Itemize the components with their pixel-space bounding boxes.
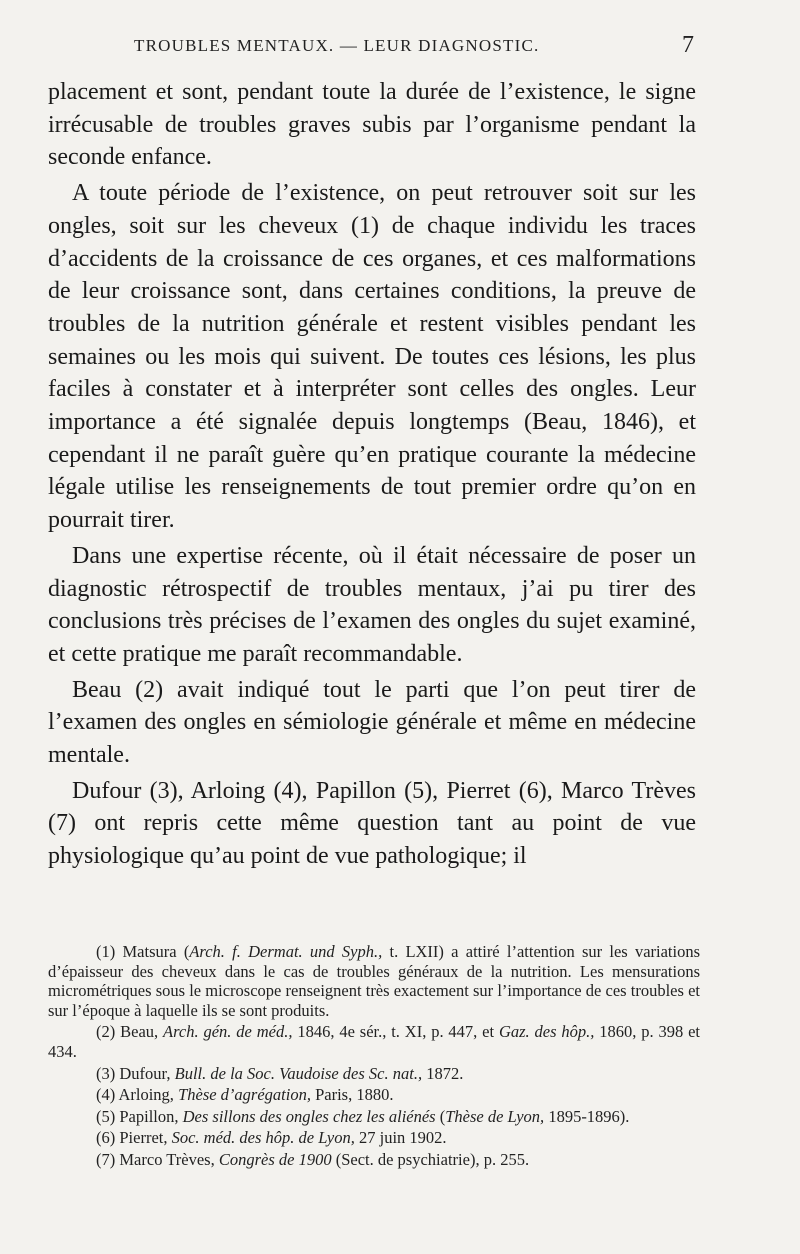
footnote-number: (4) [96, 1085, 116, 1105]
footnote-rest: 1895-1896). [544, 1106, 630, 1126]
footnotes [48, 942, 700, 1172]
footnote-4 [48, 1085, 700, 1105]
footnote-number: (3) [96, 1063, 116, 1083]
paragraph: Dans une expertise récente, où il était nécessaire de poser un diagnostic rétrospectif de troubles mentaux, j’ai pu tirer des conclusions très précises de l’examen des ongles du sujet examiné, et cette pratique me paraît recommandable. [48, 542, 696, 667]
footnote-author: Pierret, [119, 1128, 168, 1148]
footnote-author: Marco Trèves, [119, 1149, 215, 1169]
footnote-number: (1) [96, 942, 116, 961]
footnote-author: Matsura [122, 942, 177, 961]
footnote-author: Dufour, [119, 1063, 171, 1083]
footnote-rest: 27 juin 1902. [354, 1128, 447, 1148]
footnote-3 [48, 1064, 700, 1084]
footnote-1 [48, 942, 700, 1020]
footnote-2 [48, 1022, 700, 1061]
page-number: 7 [682, 32, 694, 58]
footnote-rest: 1860, p. 398 et 434. [48, 1022, 701, 1061]
footnote-source: Soc. méd. des hôp. de Lyon, [171, 1128, 355, 1148]
footnote-source: Thèse de Lyon, [445, 1106, 545, 1126]
paragraph: Beau (2) avait indiqué tout le parti que l’on peut tirer de l’examen des ongles en sémiologie générale et même en médecine mentale. [48, 676, 696, 769]
footnote-author: Arloing, [118, 1085, 174, 1105]
footnote-rest: 1872. [422, 1063, 464, 1083]
footnote-rest: Paris, 1880. [310, 1085, 394, 1105]
footnote-number: (7) [96, 1149, 116, 1169]
footnote-source: Thèse d’agrégation, [178, 1085, 311, 1105]
footnote-source: Gaz. des hôp., [498, 1022, 595, 1042]
footnote-rest: t. LXII) a attiré l’attention sur les variations d’épaisseur des cheveux dans le cas de troubles généraux de la nutrition. Les mensurations micrométriques sous le microscope renseignent très exactement sur l’importance de ces troubles et sur l’époque à laquelle ils se sont produits. [48, 942, 701, 1020]
body-text [48, 76, 696, 876]
paragraph: A toute période de l’existence, on peut retrouver soit sur les ongles, soit sur les cheveux (1) de chaque individu les traces d’accidents de la croissance de ces organes, et ces malformations de leur croissance sont, dans certaines conditions, la preuve de troubles de la nutrition générale et restent visibles pendant les semaines ou les mois qui suivent. De toutes ces lésions, les plus faciles à constater et à interpréter sont celles des ongles. Leur importance a été signalée depuis longtemps (Beau, 1846), et cependant il ne paraît guère qu’en pratique courante la médecine légale utilise les renseignements de tout premier ordre qu’on en pourrait tirer. [48, 180, 696, 534]
footnote-5 [48, 1107, 700, 1127]
footnote-number: (2) [96, 1022, 116, 1042]
footnote-author: Papillon, [119, 1106, 179, 1126]
footnote-7 [48, 1150, 700, 1170]
footnote-6 [48, 1128, 700, 1148]
footnote-source: Congrès de 1900 [218, 1149, 332, 1169]
footnote-source: Bull. de la Soc. Vaudoise des Sc. nat., [174, 1063, 423, 1083]
footnote-source: Des sillons des ongles chez les aliénés [182, 1106, 436, 1126]
footnote-mid: 1846, 4e sér., t. XI, p. 447, et [292, 1022, 499, 1042]
footnote-source: Arch. f. Dermat. und Syph., [189, 942, 383, 961]
footnote-author: Beau, [120, 1022, 159, 1042]
footnote-paren: ( [435, 1106, 446, 1126]
footnote-rest: (Sect. de psychiatrie), p. 255. [331, 1149, 530, 1169]
footnote-number: (6) [96, 1128, 116, 1148]
paragraph: placement et sont, pendant toute la durée de l’existence, le signe irrécusable de troubles graves subis par l’organisme pendant la seconde enfance. [48, 79, 696, 171]
footnote-source: Arch. gén. de méd., [163, 1022, 293, 1042]
page-header [48, 34, 694, 66]
paragraph: Dufour (3), Arloing (4), Papillon (5), Pierret (6), Marco Trèves (7) ont repris cette même question tant au point de vue physiologique qu’au point de vue pathologique; il [48, 777, 696, 870]
running-head: TROUBLES MENTAUX. — LEUR DIAGNOSTIC. [134, 36, 540, 55]
footnote-number: (5) [96, 1106, 116, 1126]
footnote-paren: ( [183, 942, 190, 961]
